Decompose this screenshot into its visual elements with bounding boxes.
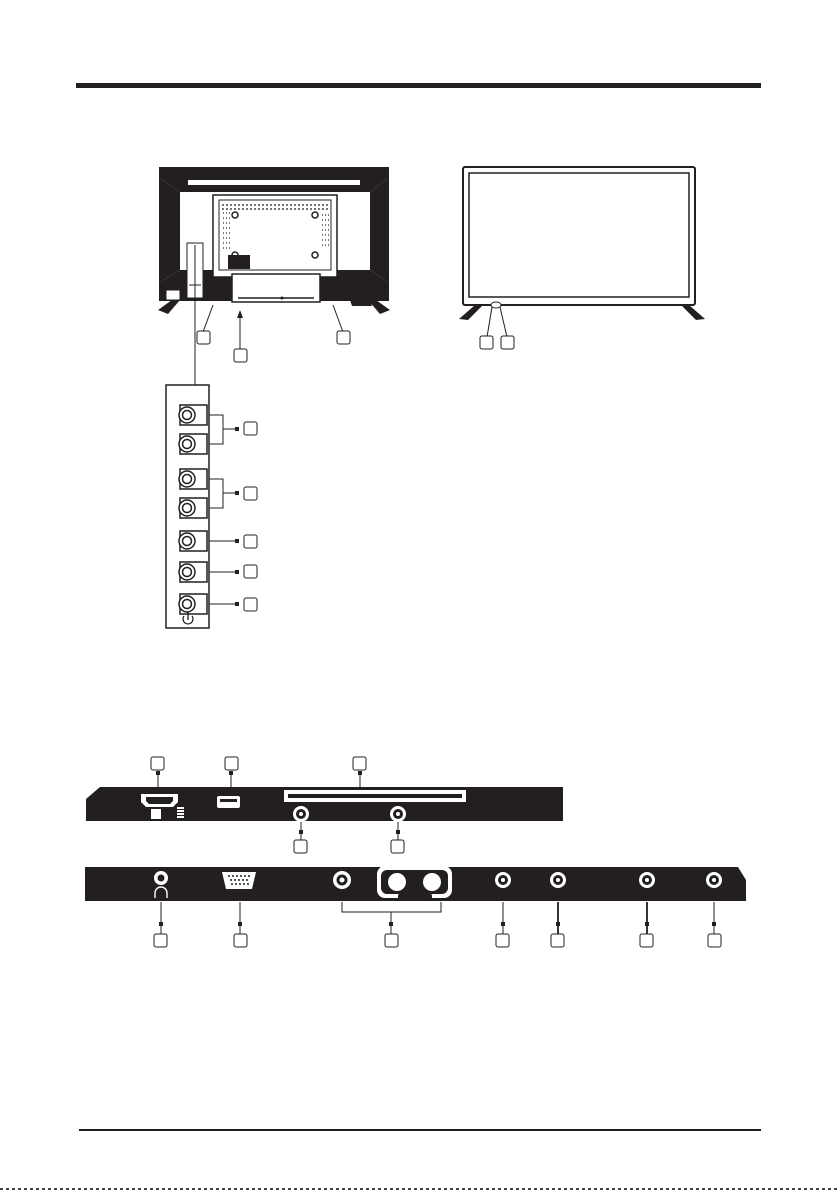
ci-card-slot [284,790,466,802]
rca-jack-2 [495,872,511,888]
bottom-panel-callout-4 [496,934,509,947]
bottom-panel-callout-5 [551,934,564,947]
rca-jack-5 [706,872,722,888]
scart-connector [377,866,452,900]
top-panel-callout-2 [225,757,238,770]
top-panel-callout-5 [391,840,404,853]
coaxial-jack-icon [293,806,309,822]
bottom-panel-callout-3 [385,934,398,947]
top-panel-callout-4 [294,840,307,853]
headphone-jack [154,871,168,885]
footer-rule [79,1129,761,1131]
bottom-panel-callout-6 [640,934,653,947]
bottom-panel-callout-1 [154,934,167,947]
bottom-panel-callout-2 [234,934,247,947]
page-edge-dashes [0,1188,840,1190]
rca-jack-3 [550,872,566,888]
top-panel-callout-1 [151,757,164,770]
coaxial-jack-2 [390,806,406,822]
bottom-panel-callout-7 [708,934,721,947]
usb-port-icon [217,796,240,808]
rca-jack-1 [333,871,351,889]
vga-port-icon [222,872,256,889]
top-panel-callout-3 [353,757,366,770]
rca-jack-4 [639,872,655,888]
